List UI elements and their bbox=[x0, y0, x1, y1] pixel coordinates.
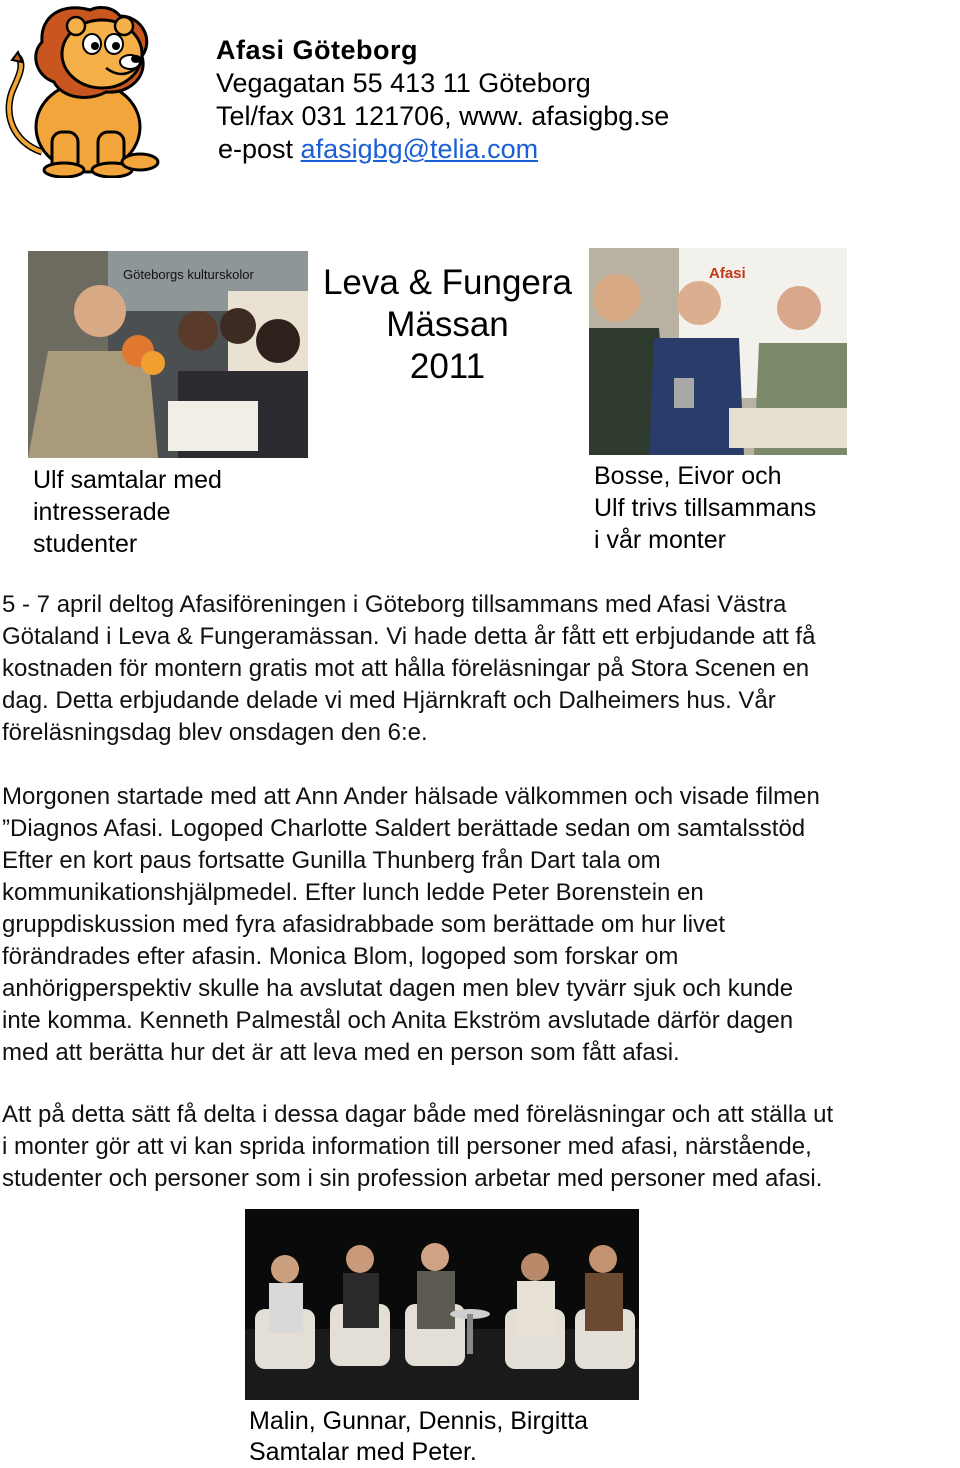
org-phone-web: Tel/fax 031 121706, www. afasigbg.se bbox=[216, 101, 670, 131]
photo-booth bbox=[589, 248, 847, 455]
caption-stage bbox=[249, 1406, 588, 1468]
caption-students-line2: intresserade bbox=[33, 498, 171, 526]
org-email-line bbox=[216, 133, 669, 166]
paragraph-line: gruppdiskussion med fyra afasidrabbade som berättade om hur livet bbox=[2, 911, 726, 938]
event-title-line2: Mässan bbox=[386, 305, 509, 344]
caption-booth-line2: Ulf trivs tillsammans bbox=[594, 494, 817, 522]
photo-students bbox=[28, 251, 308, 458]
photo-stage bbox=[245, 1209, 639, 1400]
org-header bbox=[216, 34, 669, 166]
caption-stage-line1: Malin, Gunnar, Dennis, Birgitta bbox=[249, 1407, 589, 1435]
event-title-line3: 2011 bbox=[409, 347, 486, 386]
paragraph-line: inte komma. Kenneth Palmestål och Anita Ekström avslutade därför dagen bbox=[2, 1007, 794, 1034]
paragraph-line: förändrades efter afasin. Monica Blom, logoped som forskar om bbox=[2, 943, 679, 970]
paragraph-line: i monter gör att vi kan sprida information till personer med afasi, närstående, bbox=[2, 1133, 812, 1160]
email-link[interactable]: afasigbg@telia.com bbox=[300, 134, 539, 164]
paragraph-line: ”Diagnos Afasi. Logoped Charlotte Saldert berättade sedan om samtalsstöd bbox=[2, 815, 806, 842]
paragraph-line: Efter en kort paus fortsatte Gunilla Thunberg från Dart tala om bbox=[2, 847, 661, 874]
caption-students-line1: Ulf samtalar med bbox=[33, 466, 222, 494]
paragraph-line: anhörigperspektiv skulle ha avslutat dagen men blev tyvärr sjuk och kunde bbox=[2, 975, 794, 1002]
paragraph-line: Götaland i Leva & Fungeramässan. Vi hade detta år fått ett erbjudande att få bbox=[2, 623, 816, 650]
paragraph-line: studenter och personer som i sin profession arbetar med personer med afasi. bbox=[2, 1165, 823, 1192]
caption-booth bbox=[594, 460, 816, 556]
caption-booth-line3: i vår monter bbox=[594, 526, 726, 554]
paragraph-line: kostnaden för montern gratis mot att hålla föreläsningar på Stora Scenen en bbox=[2, 655, 810, 682]
caption-students bbox=[33, 464, 222, 560]
paragraph-line: Att på detta sätt få delta i dessa dagar både med föreläsningar och att ställa ut bbox=[2, 1101, 834, 1128]
lion-logo bbox=[2, 2, 172, 178]
paragraph-conclusion bbox=[2, 1099, 960, 1195]
org-address: Vegagatan 55 413 11 Göteborg bbox=[216, 68, 591, 98]
paragraph-line: 5 - 7 april deltog Afasiföreningen i Göteborg tillsammans med Afasi Västra bbox=[2, 591, 787, 618]
event-title-line1: Leva & Fungera bbox=[322, 263, 573, 302]
caption-stage-line2: Samtalar med Peter. bbox=[249, 1438, 477, 1466]
left-sign-text: Göteborgs kulturskolor bbox=[123, 267, 254, 282]
email-label: e-post bbox=[218, 134, 301, 164]
caption-students-line3: studenter bbox=[33, 530, 138, 558]
paragraph-line: Morgonen startade med att Ann Ander hälsade välkommen och visade filmen bbox=[2, 783, 820, 810]
paragraph-line: kommunikationshjälpmedel. Efter lunch ledde Peter Borenstein en bbox=[2, 879, 704, 906]
right-sign-text: Afasi bbox=[709, 265, 746, 282]
paragraph-line: föreläsningsdag blev onsdagen den 6:e. bbox=[2, 719, 428, 746]
paragraph-line: dag. Detta erbjudande delade vi med Hjärnkraft och Dalheimers hus. Vår bbox=[2, 687, 776, 714]
caption-booth-line1: Bosse, Eivor och bbox=[594, 462, 782, 490]
org-name: Afasi Göteborg bbox=[216, 35, 419, 65]
paragraph-program bbox=[2, 781, 960, 1069]
paragraph-line: med att berätta hur det är att leva med en person som fått afasi. bbox=[2, 1039, 680, 1066]
event-title bbox=[310, 262, 585, 388]
paragraph-intro bbox=[2, 589, 960, 749]
